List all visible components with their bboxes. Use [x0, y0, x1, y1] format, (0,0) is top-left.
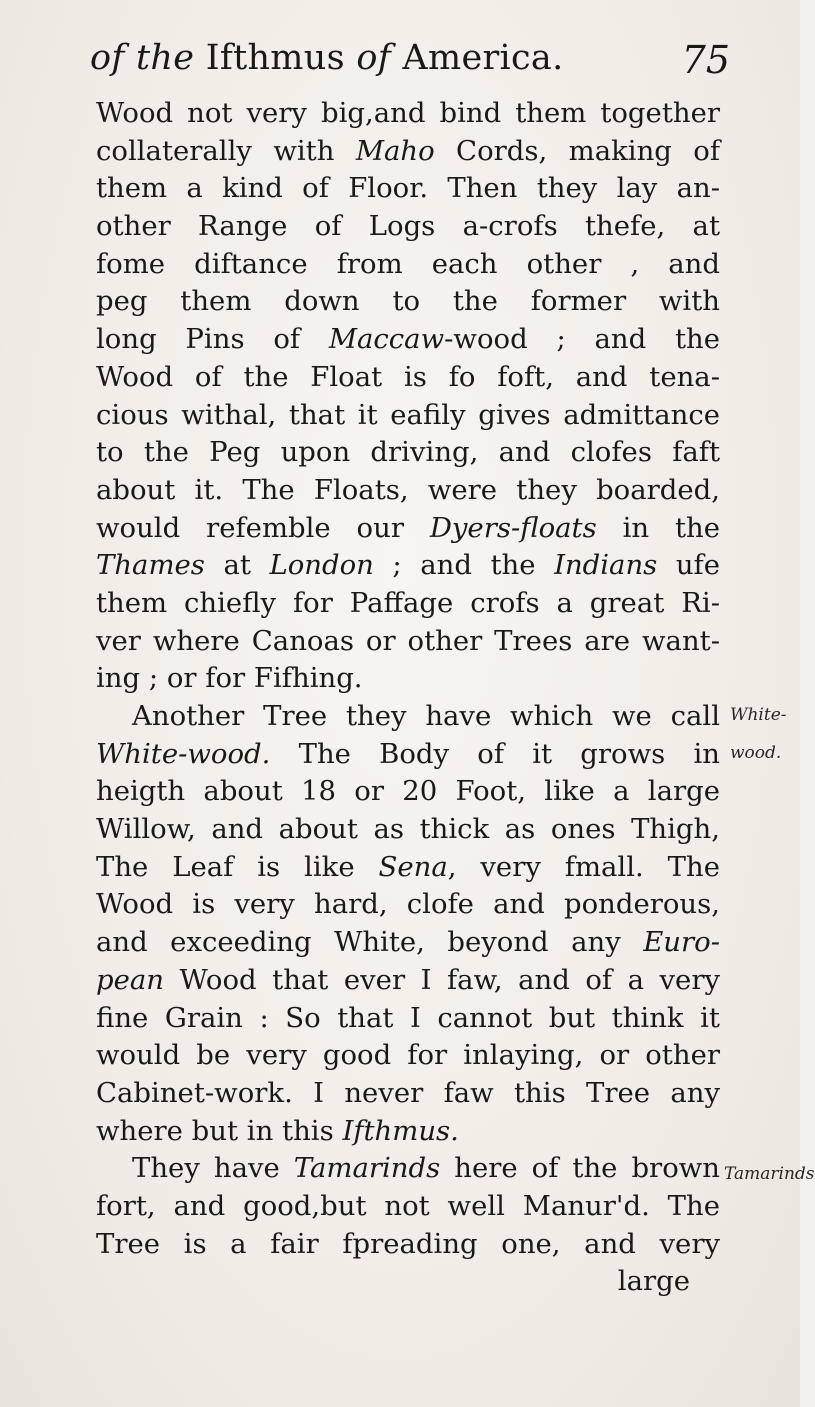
text-line: cious withal, that it eafily gives admittance: [96, 398, 720, 431]
text-line: Willow, and about as thick as ones Thigh,: [96, 813, 720, 846]
text-line: collaterally with Maho Cords, making of: [96, 134, 721, 167]
text-line: fine Grain : So that I cannot but think it: [96, 1001, 720, 1034]
text-line: They have Tamarinds here of the brown: [132, 1152, 721, 1185]
text-line: pean Wood that ever I faw, and of a very: [96, 963, 720, 996]
catchword: large: [617, 1265, 690, 1298]
text-line: long Pins of Maccaw-wood ; and the: [96, 323, 720, 356]
text-line: would refemble our Dyers-floats in the: [96, 511, 720, 544]
text-line: about it. The Floats, were they boarded,: [96, 473, 720, 506]
text-line: Wood not very big,and bind them together: [96, 97, 720, 129]
text-line: Wood of the Float is fo foft, and tena-: [96, 360, 720, 393]
running-title: [90, 38, 564, 78]
text-line: Another Tree they have which we call: [132, 700, 720, 732]
running-title-name: Ifthmus: [205, 38, 345, 78]
text-line: would be very good for inlaying, or other: [96, 1039, 720, 1072]
text-line: heigth about 18 or 20 Foot, like a large: [96, 775, 720, 808]
body-text: [96, 95, 720, 1301]
text-line: peg them down to the former with: [96, 285, 720, 318]
text-line: Tree is a fair fpreading one, and very: [96, 1227, 720, 1260]
text-line: where but in this Ifthmus.: [96, 1114, 459, 1147]
text-line: them a kind of Floor. Then they lay an-: [96, 172, 720, 205]
running-title-place: America.: [402, 38, 564, 78]
running-head: [90, 38, 730, 88]
text-line: other Range of Logs a-crofs thefe, at: [96, 210, 720, 243]
text-line: and exceeding White, beyond any Euro-: [96, 926, 720, 959]
text-line: them chiefly for Paffage crofs a great Ri-: [96, 586, 720, 619]
margin-note: Tamarinds: [724, 1163, 815, 1184]
text-line: The Leaf is like Sena, very fmall. The: [96, 850, 720, 883]
text-line: ing ; or for Fifhing.: [96, 662, 363, 695]
page-number: 75: [681, 38, 730, 82]
text-line: Cabinet-work. I never faw this Tree any: [96, 1076, 720, 1109]
text-line: ver where Canoas or other Trees are want-: [96, 624, 720, 657]
text-line: fome diftance from each other , and: [96, 247, 720, 280]
text-line: Wood is very hard, clofe and ponderous,: [96, 888, 720, 921]
running-title-mid: of: [356, 38, 391, 78]
text-line: Thames at London ; and the Indians ufe: [96, 549, 720, 582]
text-line: fort, and good,but not well Manur'd. The: [96, 1189, 720, 1222]
text-line: to the Peg upon driving, and clofes faft: [96, 436, 720, 469]
margin-note: White-: [730, 705, 787, 726]
running-title-prefix: of the: [90, 38, 195, 78]
text-line: White-wood. The Body of it grows in: [96, 737, 720, 770]
margin-note: wood.: [730, 742, 782, 763]
